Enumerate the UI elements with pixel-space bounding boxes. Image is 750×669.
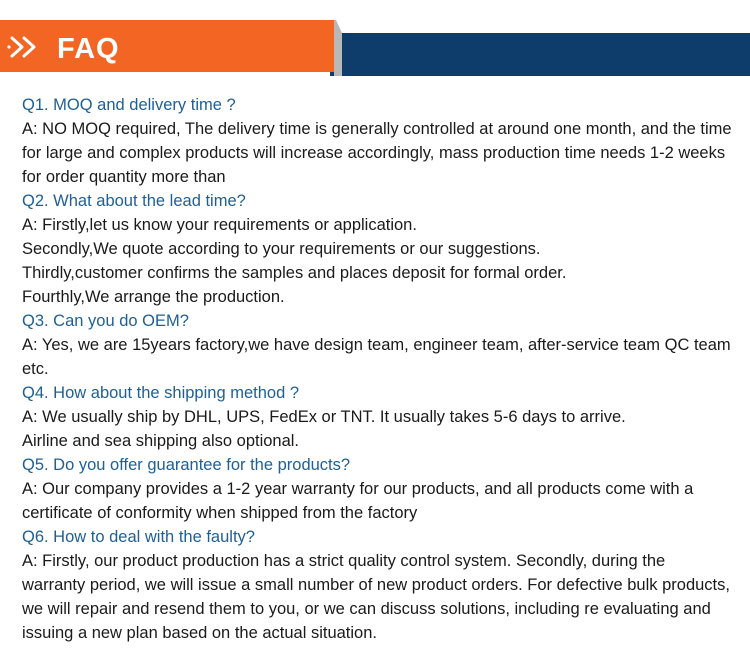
faq-question: Q5. Do you offer guarantee for the products? [22, 456, 351, 474]
faq-item-5 [22, 453, 732, 525]
header-orange-block [0, 20, 334, 72]
faq-answer: A: We usually ship by DHL, UPS, FedEx or TNT. It usually takes 5-6 days to arrive. [22, 408, 626, 426]
faq-answer: Fourthly,We arrange the production. [22, 288, 285, 306]
faq-question: Q4. How about the shipping method ? [22, 384, 300, 402]
faq-question: Q2. What about the lead time? [22, 192, 246, 210]
faq-item-4 [22, 381, 732, 453]
faq-question: Q1. MOQ and delivery time ? [22, 96, 236, 114]
header-navy-bar [330, 33, 750, 76]
faq-answer: Airline and sea shipping also optional. [22, 432, 300, 450]
faq-header-banner [0, 0, 750, 78]
faq-answer: A: Firstly,let us know your requirements or application. [22, 216, 417, 234]
faq-item-2 [22, 189, 732, 309]
faq-item-1 [22, 93, 732, 189]
page-title: FAQ [57, 33, 120, 65]
faq-item-3 [22, 309, 732, 381]
faq-list [22, 93, 732, 645]
faq-question: Q6. How to deal with the faulty? [22, 528, 255, 546]
faq-answer: Thirdly,customer confirms the samples and places deposit for formal order. [22, 264, 567, 282]
faq-item-6 [22, 525, 732, 645]
faq-answer: A: NO MOQ required, The delivery time is generally controlled at around one month, and the time for large and complex products will increase accordingly, mass production time needs 1-2 weeks for order quantity more than [22, 120, 732, 186]
faq-answer: Secondly,We quote according to your requirements or our suggestions. [22, 240, 541, 258]
faq-question: Q3. Can you do OEM? [22, 312, 189, 330]
faq-answer: A: Yes, we are 15years factory,we have design team, engineer team, after-service team QC team etc. [22, 336, 731, 378]
faq-answer: A: Firstly, our product production has a strict quality control system. Secondly, during the warranty period, we will issue a small number of new product orders. For defective bulk products, we will repair and resend them to you, or we can discuss solutions, including re evaluating and issuing a new plan based on the actual situation. [22, 552, 730, 642]
faq-answer: A: Our company provides a 1-2 year warranty for our products, and all products come with a certificate of conformity when shipped from the factory [22, 480, 694, 522]
